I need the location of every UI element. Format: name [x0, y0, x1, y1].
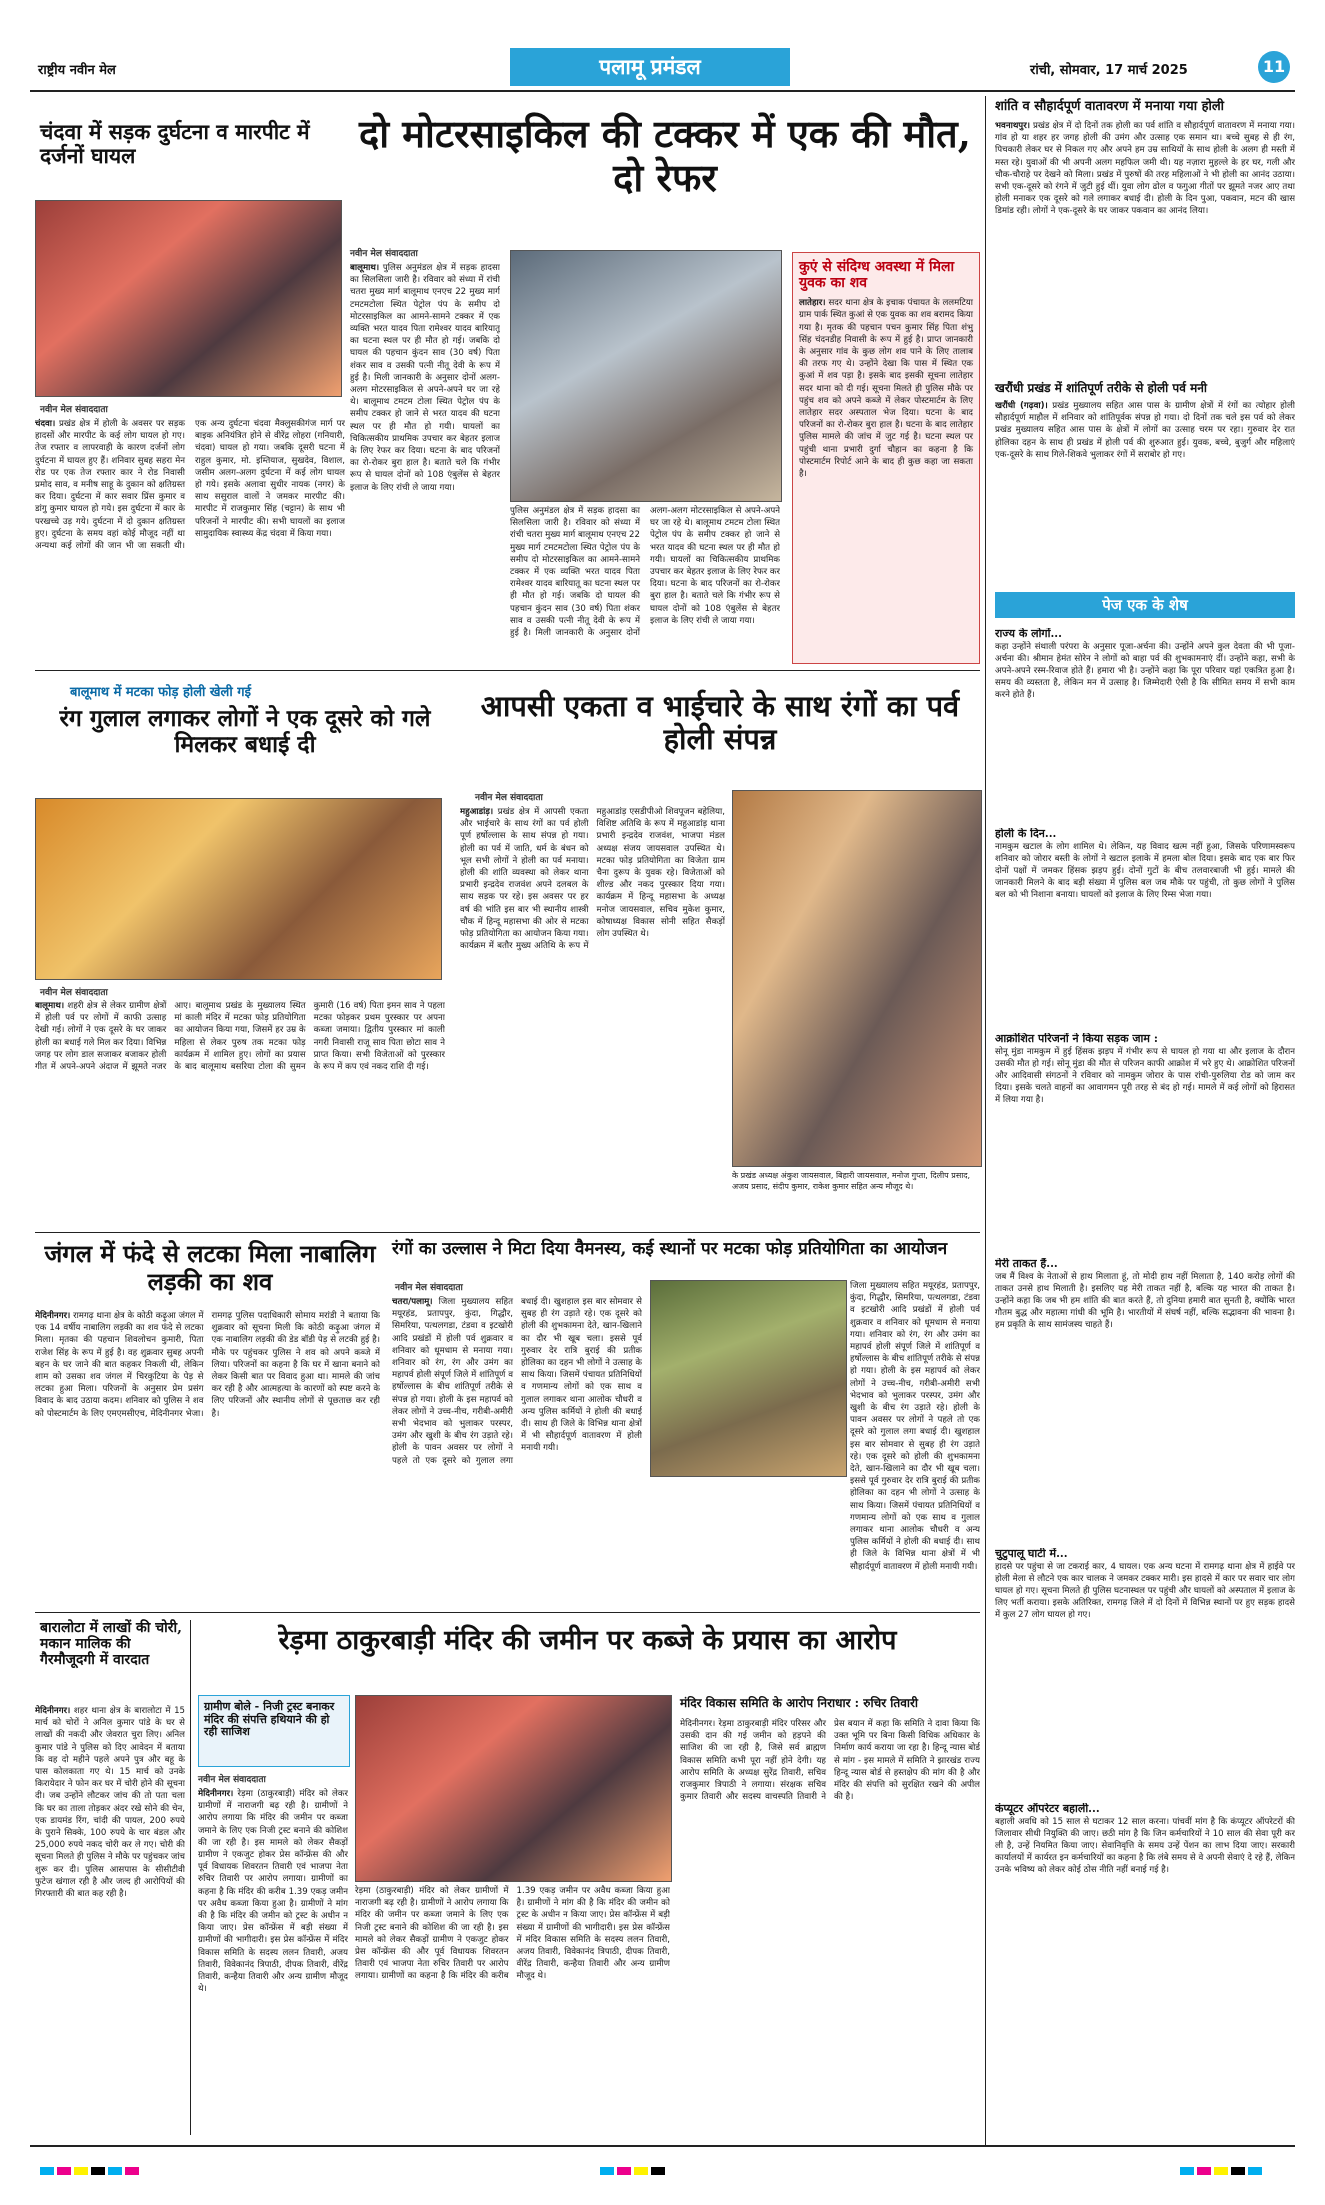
- chori-headline: बारालोटा में लाखों की चोरी, मकान मालिक की गैरमौजूदगी में वारदात: [40, 1620, 182, 1669]
- kuan-headline: कुएं से संदिग्ध अवस्था में मिला युवक का शव: [799, 259, 955, 292]
- ekta-caption: के प्रखंड अध्यक्ष अंकुश जायसवाल, बिहारी जायसवाल, मनोज गुप्ता, दिलीप प्रसाद, अजय प्रसाद, संदीप कुमार, राकेश कुमार सहित अन्य मौजूद थे।: [732, 1171, 971, 1191]
- shanti-body: [995, 120, 1295, 378]
- pej-item-title: कंप्यूटर ऑपरेटर बहाली...: [995, 1803, 1100, 1815]
- pej-item-body: बहाली अवधि को 15 साल से घटाकर 12 साल करना। पांचवीं मांग है कि कंप्यूटर ऑपरेटरों की जिलावार सीधी नियुक्ति की जाए। छठी मांग है कि जिन कर्मचारियों ने 10 साल की सेवा पूरी कर ली है, उन्हें नियमित किया जाए। सेवानिवृत्ति के समय उन्हें पेंशन का लाभ दिया जाए। सरकारी कार्यालयों में कार्यरत इन कर्मचारियों का कहना है कि लंबे समय से वे अपनी सेवाएं दे रहे हैं, लेकिन उनके भविष्य को लेकर कोई ठोस नीति नहीं बनाई गई है।: [995, 1816, 1295, 1876]
- redma-body-left: [198, 1788, 348, 2133]
- jungle-headline: जंगल में फंदे से लटका मिला नाबालिग लड़की का शव: [44, 1239, 376, 1296]
- redma-sub: ग्रामीण बोले - निजी ट्रस्ट बनाकर मंदिर की संपत्ति हथियाने की हो रही साजिश: [204, 1700, 335, 1739]
- main-body-left: [350, 262, 500, 662]
- kuan-text: सदर थाना क्षेत्र के इचाक पंचायत के ललमटिया ग्राम पार्क स्थित कुआं से एक युवक का शव बरामद किया गया है। मृतक की पहचान पचन कुमार सिंह पिता शंभु सिंह चंदनडीह निवासी के रूप में हुई है। प्राप्त जानकारी के अनुसार गांव के कुछ लोग शव पाने के लिए तालाब की तरफ गए थे। उन्होंने देखा कि पास में स्थित एक कुआं में शव पड़ा है। इसके बाद इसकी सूचना लातेहार सदर थाना को दी गई। सूचना मिलते ही पुलिस मौके पर पहुंच शव को अपने कब्जे में लेकर पोस्टमार्टम के लिए लातेहार सदर अस्पताल भेज दिया। घटना के बाद परिजनों का रो-रोकर बुरा हाल है। घटना के बाद लातेहार पुलिस मामले की जांच में जुट गई है। घटना स्थल पर पहुंची थाना प्रभारी दुर्गा चौहान का कहना है कि पोस्टमार्टम रिपोर्ट आने के बाद ही कुछ कहा जा सकता है।: [799, 298, 974, 480]
- ekta-photo: [732, 790, 982, 1167]
- kuan-box: [792, 252, 980, 664]
- color-registration-left: [40, 2160, 142, 2179]
- chandwa-byline: नवीन मेल संवाददाता: [40, 405, 108, 415]
- chandwa-lead: चंदवा।: [35, 419, 56, 429]
- kharaundhi-body: [995, 400, 1295, 568]
- main-byline: नवीन मेल संवाददाता: [350, 249, 418, 259]
- kharaundhi-headline: खरौंधी प्रखंड में शांतिपूर्ण तरीके से होली पर्व मनी: [995, 381, 1208, 395]
- main-text-cont: पुलिस अनुमंडल क्षेत्र में सड़क हादसा का सिलसिला जारी है। रविवार को संध्या में रांची चतरा मुख्य मार्ग बालूमाथ एनएच 22 मुख्य मार्ग टमटमटोला स्थित पेट्रोल पंप के समीप दो मोटरसाइकिल का आमने-सामने टक्कर में एक व्यक्ति भरत यादव पिता रामेश्वर यादव बारियातू का घटना स्थल पर ही मौत हो गई। जबकि दो घायल की पहचान कुंदन साव (30 वर्ष) पिता शंकर साव व उसकी पत्नी नीतू देवी के रूप में हुई है। मिली जानकारी के अनुसार दोनों अलग-अलग मोटरसाइकिल से अपने-अपने घर जा रहे थे। बालूमाथ टमटम टोला स्थित पेट्रोल पंप के समीप टक्कर हो जाने से भरत यादव की घटना स्थल पर ही मौत हो गयी। घायलों का चिकित्सकीय प्राथमिक उपचार कर बेहतर इलाज के लिए रेफर कर दिया। घटना के बाद परिजनों का रो-रोकर बुरा हाल है। बताते चले कि गंभीर रूप से घायल दोनों को 108 एंबुलेंस से बेहतर इलाज के लिए रांची ले जाया गया।: [510, 506, 780, 639]
- pej-item-title: राज्य के लोगों...: [995, 628, 1062, 640]
- pej-list: [995, 628, 1295, 2138]
- redma-headline: रेड़मा ठाकुरबाड़ी मंदिर की जमीन पर कब्जे के प्रयास का आरोप: [278, 1625, 897, 1656]
- ekta-text: प्रखंड क्षेत्र में आपसी एकता और भाईचारे के साथ रंगों का पर्व होली पूर्ण हर्षोल्लास के साथ संपन्न हो गया। होली का पर्व में जाति, धर्म के बंधन को भूल सभी लोगों ने होली का पर्व मनाया। होली की शांति व्यवस्था को लेकर थाना प्रभारी इन्द्रदेव राजवंश अपने दलबल के साथ सड़क पर रहे। इस अवसर पर हर वर्ष की भांति इस बार भी स्थानीय शास्त्री चौक में हिन्दू महासभा की ओर से मटका फोड़ प्रतियोगिता का आयोजन किया गया। कार्यक्रम में बतौर मुख्य अतिथि के रूप में महुआडांड़ एसडीपीओ शिवपूजन बहेलिया, विशिष्ट अतिथि के रूप में महुआडांड़ थाना प्रभारी इन्द्रदेव राजवंश, भाजपा मंडल अध्यक्ष संजय जायसवाल उपस्थित थे। मटका फोड़ प्रतियोगिता का विजेता ग्राम चैना दुरूप के युवक रहे। विजेताओं को शील्ड और नकद पुरस्कार दिया गया। कार्यक्रम में हिन्दू महासभा के अध्यक्ष मनोज जायसवाल, सचिव मुकेश कुमार, कोषाध्यक्ष विकास सोनी सहित सैकड़ों लोग उपस्थित थे।: [460, 807, 725, 952]
- pej-item: [995, 1548, 1295, 1803]
- divider-3: [35, 1612, 980, 1613]
- divider-1: [35, 670, 980, 671]
- chori-body: [35, 1705, 185, 2135]
- divider-chori: [190, 1620, 191, 2135]
- footer-rule: [30, 2145, 1295, 2147]
- balumath-text: शहरी क्षेत्र से लेकर ग्रामीण क्षेत्रों में होली पर्व पर लोगों में काफी उत्साह देखी गई। लोगों ने एक दूसरे के घर जाकर होली का बधाई गले मिल कर दिया। विभिन्न जगह पर लोग डाल सजाकर बजाकर होली गीत में अपने-अपने अंदाज में झूमते नजर आए। बालूमाथ प्रखंड के मुख्यालय स्थित मां काली मंदिर में मटका फोड़ प्रतियोगिता का आयोजन किया गया, जिसमें हर उम्र के महिला से लेकर पुरुष तक मटका फोड़ कार्यक्रम में शामिल हुए। लोगों का प्रयास के बाद बालूमाथ बसरिया टोला की सुमन कुमारी (16 वर्ष) पिता इमन साव ने पहला मटका फोड़कर प्रथम पुरस्कार पर अपना कब्जा जमाया। द्वितीय पुरस्कार मां काली नगरी निवासी राजू साव पिता छोटा साव ने प्राप्त किया। सभी विजेताओं को पुरस्कार के रूप में कप एवं नकद राशि दी गई।: [35, 1001, 445, 1073]
- masthead: [30, 48, 1295, 88]
- redma-body-mid: [355, 1885, 670, 2135]
- redma-text: रेड़मा (ठाकुरबाड़ी) मंदिर को लेकर ग्रामीणों में नाराजगी बढ़ रही है। ग्रामीणों ने आरोप लगाया कि मंदिर की जमीन पर कब्जा जमाने के लिए एक निजी ट्रस्ट बनाने की कोशिश की जा रही है। इस मामले को लेकर सैकड़ों ग्रामीण ने एकजुट होकर प्रेस कॉन्फ्रेंस की और पूर्व विधायक शिवरतन तिवारी एवं भाजपा नेता रुचिर तिवारी पर आरोप लगाया। ग्रामीणों का कहना है कि मंदिर की करीब 1.39 एकड़ जमीन पर अवैध कब्जा किया हुआ है। ग्रामीणों ने मांग की है कि मंदिर की जमीन को ट्रस्ट के अधीन न किया जाए। प्रेस कॉन्फ्रेंस में बड़ी संख्या में ग्रामीणों की भागीदारी। इस प्रेस कॉन्फ्रेंस में मंदिर विकास समिति के सदस्य ललन तिवारी, अजय तिवारी, विवेकानंद त्रिपाठी, दीपक तिवारी, वीरेंद्र तिवारी, कन्हैया तिवारी और अन्य ग्रामीण मौजूद थे।: [198, 1789, 348, 1995]
- shanti-text: प्रखंड क्षेत्र में दो दिनों तक होली का पर्व शांति व सौहार्दपूर्ण वातावरण में मनाया गया। गांव हो या शहर हर जगह होली की उमंग और उत्साह एक समान था। बच्चे सुबह से ही रंग, पिचकारी लेकर घर से निकल गए और अपने हम उम्र साथियों के साथ होली के अलग ही मस्ती में मस्त रहे। युवाओं की भी अपनी अलग महफिल जमी थी। यह नज़ारा मुहल्ले के हर घर, गली और चौक-चौराहे पर देखने को मिला। प्रखंड में पुरुषों की तरह महिलाओं ने भी होली का आनंद उठाया। सभी एक-दूसरे को रंगने में जुटी हुई थीं। युवा लोग ढोल व फगुआ गीतों पर झूमते नजर आए तथा होली मनाकर एक दूसरे को गले लगाकर बधाई दी। होली के दिन पुआ, पकवान, मटन की खास डिमांड रही। लोगों ने एक-दूसरे के घर जाकर पकवान का आनंद लिया।: [995, 121, 1295, 217]
- pej-item-title: आक्रोशित परिजनों ने किया सड़क जाम :: [995, 1033, 1158, 1045]
- jungle-lead: मेदिनीनगर।: [35, 1311, 71, 1321]
- balumath-kicker: बालूमाथ में मटका फोड़ होली खेली गई: [70, 685, 251, 700]
- chatra-text-cont: जिला मुख्यालय सहित मयूरहंड, प्रतापपुर, कुंदा, गिद्धौर, सिमरिया, पत्थलगडा, टंडवा व इटखोरी आदि प्रखंडों में होली पर्व शुक्रवार व शनिवार को धूमधाम से मनाया गया। शनिवार को रंग, रंग और उमंग का महापर्व होली संपूर्ण जिले में शांतिपूर्ण व हर्षोल्लास के बीच शांतिपूर्ण तरीके से संपन्न हो गया। होली के इस महापर्व को लेकर लोगों ने उच्च-नीच, गरीबी-अमीरी सभी भेदभाव को भुलाकर परस्पर, उमंग और खुशी के बीच रंग उड़ाते रहे। होली के पावन अवसर पर लोगों ने पहले तो एक दूसरे को गुलाल लगा बधाई दी। खुशहाल इस बार सोमवार से सुबह ही रंग उड़ाते रहे। एक दूसरे को होली की शुभकामना देते, खान-खिलाने का दौर भी खूब चला। इससे पूर्व गुरुवार देर रात्रि बुराई की प्रतीक होलिका का दहन भी लोगों ने उत्साह के साथ किया। जिसमें पंचायत प्रतिनिधियों व गणमान्य लोगों को एक साथ व गुलाल लगाकर थाना आलोक चौधरी व अन्य पुलिस कर्मियों ने होली की बधाई दी। साथ ही जिले के विभिन्न थाना क्षेत्रों में भी सौहार्दपूर्ण वातावरण में होली मनायी गयी।: [850, 1281, 980, 1572]
- pej-item: [995, 1258, 1295, 1548]
- pej-item-body: सोनू मुंडा नामकुम में हुई हिंसक झड़प में गंभीर रूप से घायल हो गया था और इलाज के दौरान उसकी मौत हो गई। सोनू मुंडा की मौत से परिजन काफी आक्रोश में भरे हुए थे। आक्रोशित परिजनों और आदिवासी संगठनों ने रविवार को नामकुम जोरार के पास रांची-पुरुलिया रोड को जाम कर दिया। इसके चलते वाहनों का आवागमन पूरी तरह से बंद हो गई। मामले में कई लोगों को हिरासत में लिया गया है।: [995, 1046, 1295, 1106]
- pej-item: [995, 828, 1295, 1033]
- pej-item-body: कहा उन्होंने संथाली परंपरा के अनुसार पूजा-अर्चना की। उन्होंने अपने कुल देवता की भी पूजा-अर्चना की। श्रीमान हेमंत सोरेन ने लोगों को बाहा पर्व की शुभकामनाएं दीं। उन्होंने कहा, सभी के अपने-अपने रस्म-रिवाज होते हैं। हमारा भी है। उन्होंने कहा कि पूरा परिवार यहां एकत्रित हुआ है। समय की व्यस्तता है, लेकिन मन में उत्साह है। जिम्मेदारी ऐसी है कि सीमित समय में सभी काम करने होते हैं।: [995, 641, 1295, 701]
- chatra-headline: रंगों का उल्लास ने मिटा दिया वैमनस्य, कई स्थानों पर मटका फोड़ प्रतियोगिता का आयोजन: [392, 1239, 948, 1259]
- color-registration-right: [1180, 2160, 1265, 2179]
- chatra-body-left: [392, 1296, 642, 1606]
- shanti-headline: शांति व सौहार्दपूर्ण वातावरण में मनाया गया होली: [995, 99, 1225, 114]
- pej-item: [995, 1803, 1295, 2123]
- chatra-lead: चतरा/पलामू।: [392, 1297, 433, 1307]
- balumath-body: [35, 1000, 445, 1230]
- balumath-byline: नवीन मेल संवाददाता: [40, 988, 108, 998]
- ekta-headline: आपसी एकता व भाईचारे के साथ रंगों का पर्व होली संपन्न: [480, 689, 960, 757]
- chori-lead: मेदिनीनगर।: [35, 1706, 71, 1716]
- pej-item-body: नामकुम खटाल के लोग शामिल थे। लेकिन, यह विवाद खत्म नहीं हुआ, जिसके परिणामस्वरूप शनिवार को जोरार बस्ती के लोगों ने खटाल इलाके में हमला बोल दिया। इसके बाद एक बार फिर दोनों पक्षों में जमकर हिंसक झड़प हुई। दोनों गुटों के बीच तलवारबाजी भी हुई। मामले की जानकारी मिलने के बाद बड़ी संख्या में पुलिस बल जब मौके पर पहुंची, तो कुछ लोगों ने पुलिस बल को भी निशाना बनाया। घायलों को इलाज के लिए रिम्स भेजा गया।: [995, 841, 1295, 901]
- chandwa-text: प्रखंड क्षेत्र में होली के अवसर पर सड़क हादसों और मारपीट के कई लोग घायल हो गए। तेज रफ्तार व लापरवाही के कारण दर्जनों लोग दुर्घटना में घायल हुए हैं। शनिवार सुबह सहरा मेन रोड पर एक तेज रफ्तार कार ने रोड निवासी प्रमोद साव, व मनीष साहू के दुकान को क्षतिग्रस्त कर दिया। दुर्घटना में कार सवार प्रिंस कुमार व डांगु कुमार घायल हो गये। इस दुर्घटना में कार के परखच्चे उड़ गये। दुर्घटना में दो दुकान क्षतिग्रस्त हुए। दुर्घटना के समय वहां कोई मौजूद नहीं था अन्यथा कई लोगों की जान भी जा सकती थी। एक अन्य दुर्घटना चंदवा मैक्लुसकीगंज मार्ग पर बाइक अनियंत्रित होने से वीरेंद्र लोहरा (गनियारी, चंदवा) घायल हो गया। जबकि दूसरी घटना में राहुल कुमार, मो. इम्तियाज, सुखदेव, विशाल, जसीम अलग-अलग दुर्घटना में कई लोग घायल हो गये। इसके अलावा सुधीर नायक (नगर) के साथ ससुराल वालों ने जमकर मारपीट की। मारपीट में राजकुमार सिंह (चट्टान) के साथ भी परिजनों ने मारपीट की। सभी घायलों का इलाज सामुदायिक स्वास्थ्य केंद्र चंदवा में किया गया।: [35, 419, 345, 552]
- pej-item: [995, 628, 1295, 828]
- redma-sub-box: [198, 1695, 350, 1767]
- chatra-photo: [650, 1280, 847, 1477]
- masthead-rule: [30, 90, 1295, 92]
- color-registration-mid: [600, 2160, 668, 2179]
- chandwa-body: [35, 418, 345, 658]
- chori-text: शहर थाना क्षेत्र के बारालोटा में 15 मार्च को चोरों ने अनिल कुमार पांडे के घर से लाखों की नकदी और जेवरात चुरा लिए। अनिल कुमार पांडे ने पुलिस को दिए आवेदन में बताया कि वह दो महीने पहले अपने पुत्र और बहू के पास कोलकाता गए थे। 15 मार्च को उनके किरायेदार ने फोन कर घर में चोरी होने की सूचना दी। जब उन्होंने लौटकर जांच की तो पता चला कि घर का ताला तोड़कर अंदर रखे सोने की चेन, एक डायमंड रिंग, चांदी की पायल, 200 रुपये के पुराने सिक्के, 100 रुपये के चार बंडल और 25,000 रुपये नकद चोरी कर ले गए। चोरी की सूचना मिलते ही पुलिस ने मौके पर पहुंचकर जांच शुरू कर दी। पुलिस आसपास के सीसीटीवी फुटेज खंगाल रही है और जल्द ही आरोपियों की गिरफ्तारी की बात कह रही है।: [35, 1706, 185, 1900]
- pej-title: पेज एक के शेष: [1102, 596, 1188, 614]
- kuan-body: [793, 297, 979, 627]
- kharaundhi-text: प्रखंड मुख्यालय सहित आस पास के ग्रामीण क्षेत्रों में रंगों का त्योहार होली सौहार्दपूर्ण माहौल में शनिवार को शांतिपूर्वक संपन्न हो गया। दो दिनों तक चले इस पर्व को लेकर प्रखंड मुख्यालय सहित आस पास के क्षेत्रों में लोगों का उत्साह चरम पर रहा। गुरुवार देर रात होलिका दहन के साथ ही प्रखंड में होली पर्व की शुरुआत हुई। युवक, बच्चे, बुजुर्ग और महिलाएं एक-दूसरे के साथ गिले-शिकवे भुलाकर रंगों में सराबोर हो गए।: [995, 401, 1295, 460]
- paper-name: राष्ट्रीय नवीन मेल: [38, 63, 116, 78]
- redma-lead: मेदिनीनगर।: [198, 1789, 234, 1799]
- pej-item-title: चुटुपालू घाटी में...: [995, 1548, 1068, 1560]
- ekta-body: [460, 806, 725, 1226]
- pej-item-body: हादसे पर पहुंचा से जा टकराई कार, 4 घायल। एक अन्य घटना में रामगढ़ थाना क्षेत्र में हाईवे पर होली मेला से लौटने एक कार चालक ने जमकर टक्कर मारी। इस हादसे में कार पर सवार चार लोग घायल हो गए। सूचना मिलते ही पुलिस घटनास्थल पर पहुंची और घायलों को अस्पताल में इलाज के लिए भर्ती कराया। इसके अतिरिक्त, रामगढ़ जिले में दो दिनों में विभिन्न स्थानों पर हुए सड़क हादसे में कुल 27 लोग घायल हो गए।: [995, 1561, 1295, 1621]
- redma-byline: नवीन मेल संवाददाता: [198, 1775, 266, 1785]
- jungle-body: [35, 1310, 380, 1605]
- pej-banner: [995, 592, 1295, 618]
- section-title: पलामू प्रमंडल: [599, 55, 701, 79]
- redma-sub2: मंदिर विकास समिति के आरोप निराधार : रुचिर तिवारी: [680, 1696, 919, 1710]
- jungle-text: रामगढ़ थाना क्षेत्र के कोठी कढ़ुआ जंगल में एक 14 वर्षीय नाबालिग लड़की का शव फंदे से लटका मिला। मृतका की पहचान शिवलोचन कुमारी, पिता राजेश सिंह के रूप में हुई है। वह शुक्रवार सुबह अपनी बहन के घर जाने की बात कहकर निकली थी, लेकिन शाम को उसका शव जंगल में चिरकुटिया के पेड़ से लटका हुआ मिला। परिजनों के अनुसार प्रेम प्रसंग विवाद के बाद उठाया कदम। शनिवार को पुलिस ने शव को पोस्टमार्टम के लिए एमएमसीएच, मेदिनीनगर भेजा। रामगढ़ पुलिस पदाधिकारी सोमाय मरांडी ने बताया कि शुक्रवार को सूचना मिली कि कोठी कढ़ुआ जंगल में एक नाबालिग लड़की की डेड बॉडी पेड़ से लटकी हुई है। मौके पर पहुंचकर पुलिस ने शव को अपने कब्जे में लिया। परिजनों का कहना है कि घर में खाना बनाने को लेकर किसी बात पर विवाद हुआ था। मामले की जांच कर रही है और आत्महत्या के कारणों को स्पष्ट करने के लिए परिजनों और स्थानीय लोगों से पूछताछ कर रही है।: [35, 1311, 380, 1419]
- balumath-headline: रंग गुलाल लगाकर लोगों ने एक दूसरे को गले मिलकर बधाई दी: [59, 705, 431, 759]
- pej-item: [995, 1033, 1295, 1258]
- redma-photo: [355, 1695, 672, 1882]
- balumath-lead: बालूमाथ।: [35, 1001, 65, 1011]
- ekta-byline: नवीन मेल संवाददाता: [475, 793, 543, 803]
- ekta-lead: महुआडांड़।: [460, 807, 494, 817]
- kuan-lead: लातेहार।: [799, 298, 826, 309]
- redma-body-right: [680, 1718, 980, 2133]
- column-divider: [985, 96, 986, 2146]
- chatra-byline: नवीन मेल संवाददाता: [395, 1283, 463, 1293]
- chandwa-headline: चंदवा में सड़क दुर्घटना व मारपीट में दर्जनों घायल: [40, 119, 310, 169]
- pej-item-title: मेरी ताकत हैं...: [995, 1258, 1058, 1270]
- chatra-body-right: [850, 1280, 980, 1605]
- chatra-text: जिला मुख्यालय सहित मयूरहंड, प्रतापपुर, कुंदा, गिद्धौर, सिमरिया, पत्थलगडा, टंडवा व इटखोरी आदि प्रखंडों में होली पर्व शुक्रवार व शनिवार को धूमधाम से मनाया गया। शनिवार को रंग, रंग और उमंग का महापर्व होली संपूर्ण जिले में शांतिपूर्ण व हर्षोल्लास के बीच शांतिपूर्ण तरीके से संपन्न हो गया। होली के इस महापर्व को लेकर लोगों ने उच्च-नीच, गरीबी-अमीरी सभी भेदभाव को भुलाकर परस्पर, उमंग और खुशी के बीच रंग उड़ाते रहे। होली के पावन अवसर पर लोगों ने पहले तो एक दूसरे को गुलाल लगा बधाई दी। खुशहाल इस बार सोमवार से सुबह ही रंग उड़ाते रहे। एक दूसरे को होली की शुभकामना देते, खान-खिलाने का दौर भी खूब चला। इससे पूर्व गुरुवार देर रात्रि बुराई की प्रतीक होलिका का दहन भी लोगों ने उत्साह के साथ किया। जिसमें पंचायत प्रतिनिधियों व गणमान्य लोगों को एक साथ व गुलाल लगाकर थाना आलोक चौधरी व अन्य पुलिस कर्मियों ने होली की बधाई दी। साथ ही जिले के विभिन्न थाना क्षेत्रों में भी सौहार्दपूर्ण वातावरण में होली मनायी गयी।: [392, 1297, 642, 1466]
- kharaundhi-lead: खरौंधी (गढ़वा)।: [995, 401, 1048, 411]
- dateline: रांची, सोमवार, 17 मार्च 2025: [1030, 63, 1188, 78]
- chandwa-photo: [35, 200, 342, 397]
- main-lead: बालूमाथ।: [350, 263, 380, 273]
- redma-text2: मेदिनीनगर। रेड़मा ठाकुरबाड़ी मंदिर परिसर और उसकी दान की गई जमीन को हड़पने की साजिश की जा रही है, जिसे सर्व ब्राह्मण विकास समिति कभी पूरा नहीं होने देगी। यह आरोप समिति के अध्यक्ष सुरेंद्र तिवारी, सचिव राजकुमार त्रिपाठी ने लगाया। संरक्षक सचिव कुमार तिवारी और सदस्य वाचस्पति तिवारी ने प्रेस बयान में कहा कि समिति ने दावा किया कि उक्त भूमि पर बिना किसी विधिक अधिकार के निर्माण कार्य कराया जा रहा है। हिन्दू न्यास बोर्ड से मांग - इस मामले में समिति ने झारखंड राज्य हिन्दू न्यास बोर्ड से हस्तक्षेप की मांग की है और मंदिर की संपत्ति को सुरक्षित रखने की अपील की है।: [680, 1719, 980, 1803]
- redma-text-cont: रेड़मा (ठाकुरबाड़ी) मंदिर को लेकर ग्रामीणों में नाराजगी बढ़ रही है। ग्रामीणों ने आरोप लगाया कि मंदिर की जमीन पर कब्जा जमाने के लिए एक निजी ट्रस्ट बनाने की कोशिश की जा रही है। इस मामले को लेकर सैकड़ों ग्रामीण ने एकजुट होकर प्रेस कॉन्फ्रेंस की और पूर्व विधायक शिवरतन तिवारी एवं भाजपा नेता रुचिर तिवारी पर आरोप लगाया। ग्रामीणों का कहना है कि मंदिर की करीब 1.39 एकड़ जमीन पर अवैध कब्जा किया हुआ है। ग्रामीणों ने मांग की है कि मंदिर की जमीन को ट्रस्ट के अधीन न किया जाए। प्रेस कॉन्फ्रेंस में बड़ी संख्या में ग्रामीणों की भागीदारी। इस प्रेस कॉन्फ्रेंस में मंदिर विकास समिति के सदस्य ललन तिवारी, अजय तिवारी, विवेकानंद त्रिपाठी, दीपक तिवारी, वीरेंद्र तिवारी, कन्हैया तिवारी और अन्य ग्रामीण मौजूद थे।: [355, 1886, 670, 1982]
- pej-item-title: होली के दिन...: [995, 828, 1057, 840]
- shanti-lead: भवनाथपुर।: [995, 121, 1030, 131]
- main-text: पुलिस अनुमंडल क्षेत्र में सड़क हादसा का सिलसिला जारी है। रविवार को संध्या में रांची चतरा मुख्य मार्ग बालूमाथ एनएच 22 मुख्य मार्ग टमटमटोला स्थित पेट्रोल पंप के समीप दो मोटरसाइकिल का आमने-सामने टक्कर में एक व्यक्ति भरत यादव पिता रामेश्वर यादव बारियातू का घटना स्थल पर ही मौत हो गई। जबकि दो घायल की पहचान कुंदन साव (30 वर्ष) पिता शंकर साव व उसकी पत्नी नीतू देवी के रूप में हुई है। मिली जानकारी के अनुसार दोनों अलग-अलग मोटरसाइकिल से अपने-अपने घर जा रहे थे। बालूमाथ टमटम टोला स्थित पेट्रोल पंप के समीप टक्कर हो जाने से भरत यादव की घटना स्थल पर ही मौत हो गयी। घायलों का चिकित्सकीय प्राथमिक उपचार कर बेहतर इलाज के लिए रेफर कर दिया। घटना के बाद परिजनों का रो-रोकर बुरा हाल है। बताते चले कि गंभीर रूप से घायल दोनों को 108 एंबुलेंस से बेहतर इलाज के लिए रांची ले जाया गया।: [350, 263, 500, 493]
- section-banner: [510, 48, 790, 86]
- page-number-text: 11: [1262, 57, 1286, 76]
- balumath-photo: [35, 798, 442, 980]
- main-photo: [510, 250, 782, 502]
- pej-item-body: जब मैं विश्व के नेताओं से हाथ मिलाता हूं, तो मोदी हाथ नहीं मिलाता है, 140 करोड़ लोगों की ताकत उनसे हाथ मिलाती है। इसलिए यह मेरी ताकत नहीं है, बल्कि यह भारत की ताकत है। उन्होंने कहा कि जब भी हम शांति की बात करते हैं, तो दुनिया हमारी बात सुनती है, क्योंकि भारत गौतम बुद्ध और महात्मा गांधी की भूमि है। भारतीयों में संघर्ष नहीं, बल्कि सद्भावना की भावना है। हम प्रकृति के साथ सामंजस्य चाहते हैं।: [995, 1271, 1295, 1331]
- divider-2: [35, 1232, 980, 1233]
- main-body-lower: [510, 505, 780, 660]
- page-number: [1258, 51, 1290, 83]
- main-headline: दो मोटरसाइकिल की टक्कर में एक की मौत, दो रेफर: [359, 111, 971, 200]
